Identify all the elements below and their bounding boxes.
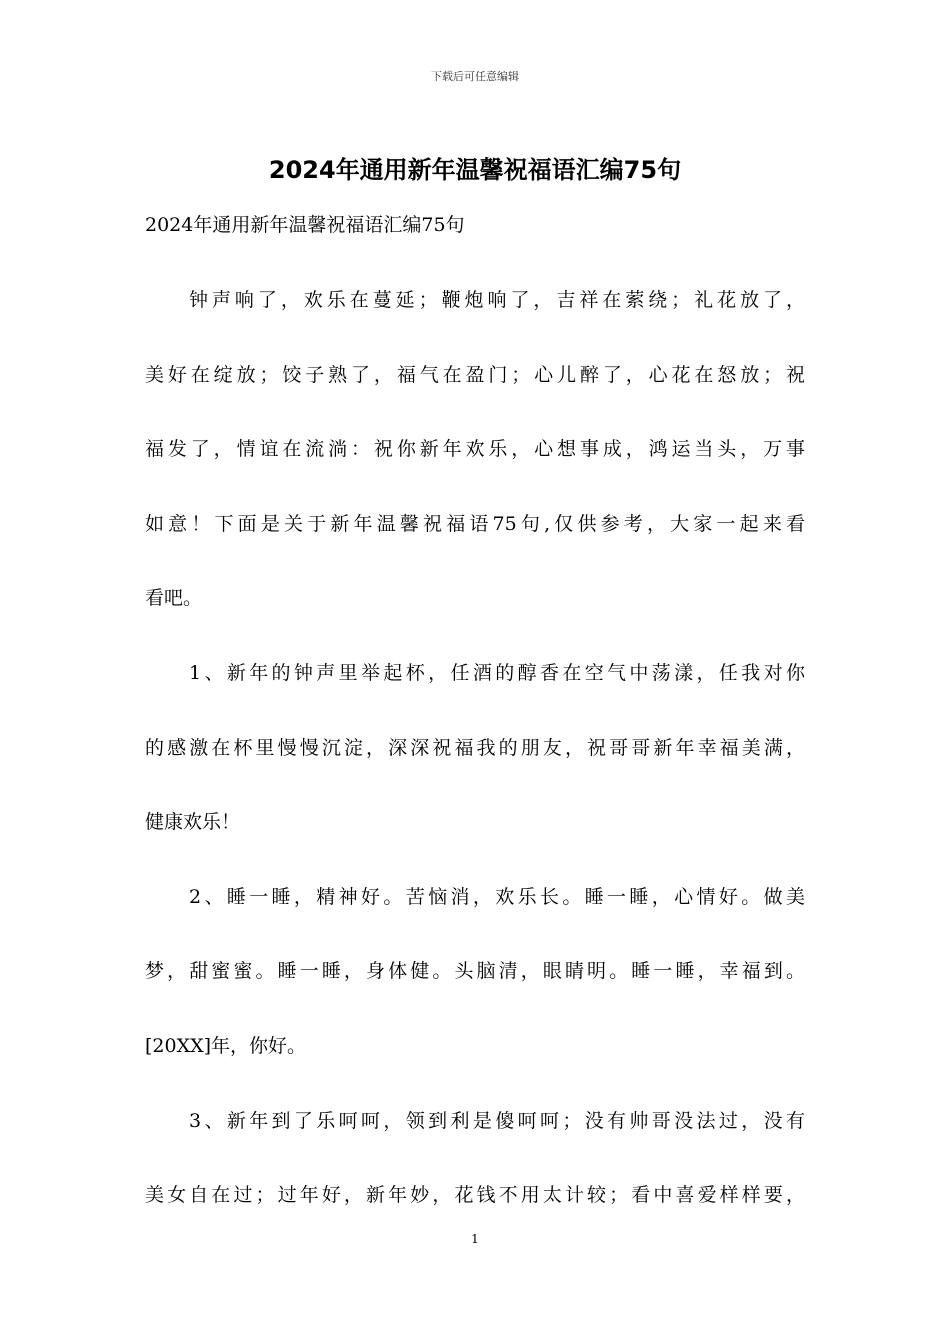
document-title: 2024年通用新年温馨祝福语汇编75句	[268, 156, 682, 184]
paragraph-line: 2、睡一睡，精神好。苦恼消，欢乐长。睡一睡，心情好。做美	[189, 885, 805, 908]
paragraph-line: 钟声响了，欢乐在蔓延；鞭炮响了，吉祥在萦绕；礼花放了，	[189, 289, 805, 311]
paragraph-item-2	[145, 879, 805, 1065]
paragraph-line: [20XX]年，你好。	[145, 1034, 307, 1057]
header-note: 下载后可任意编辑	[431, 70, 519, 83]
paragraph-line: 梦，甜蜜蜜。睡一睡，身体健。头脑清，眼睛明。睡一睡，幸福到。	[145, 960, 805, 983]
paragraph-line: 的感激在杯里慢慢沉淀，深深祝福我的朋友，祝哥哥新年幸福美满，	[145, 736, 805, 759]
document-body	[145, 282, 805, 1214]
paragraph-line: 健康欢乐！	[145, 811, 241, 834]
document-subtitle: 2024年通用新年温馨祝福语汇编75句	[145, 214, 465, 236]
paragraph-line: 美女自在过；过年好，新年妙，花钱不用太计较；看中喜爱样样要，	[145, 1184, 805, 1207]
page-number: 1	[471, 1232, 479, 1246]
paragraph-line: 美好在绽放；饺子熟了，福气在盈门；心儿醉了，心花在怒放；祝	[145, 363, 805, 386]
paragraph-item-3	[145, 1103, 805, 1215]
paragraph-intro	[145, 282, 805, 618]
paragraph-line: 看吧。	[145, 587, 203, 610]
paragraph-line: 3、新年到了乐呵呵，领到利是傻呵呵；没有帅哥没法过，没有	[189, 1109, 805, 1132]
paragraph-line: 福发了，情谊在流淌：祝你新年欢乐，心想事成，鸿运当头，万事	[145, 438, 805, 461]
paragraph-line: 如意！下面是关于新年温馨祝福语75句,仅供参考，大家一起来看	[145, 512, 805, 535]
paragraph-line: 1、新年的钟声里举起杯，任酒的醇香在空气中荡漾，任我对你	[189, 661, 805, 684]
paragraph-item-1	[145, 655, 805, 841]
